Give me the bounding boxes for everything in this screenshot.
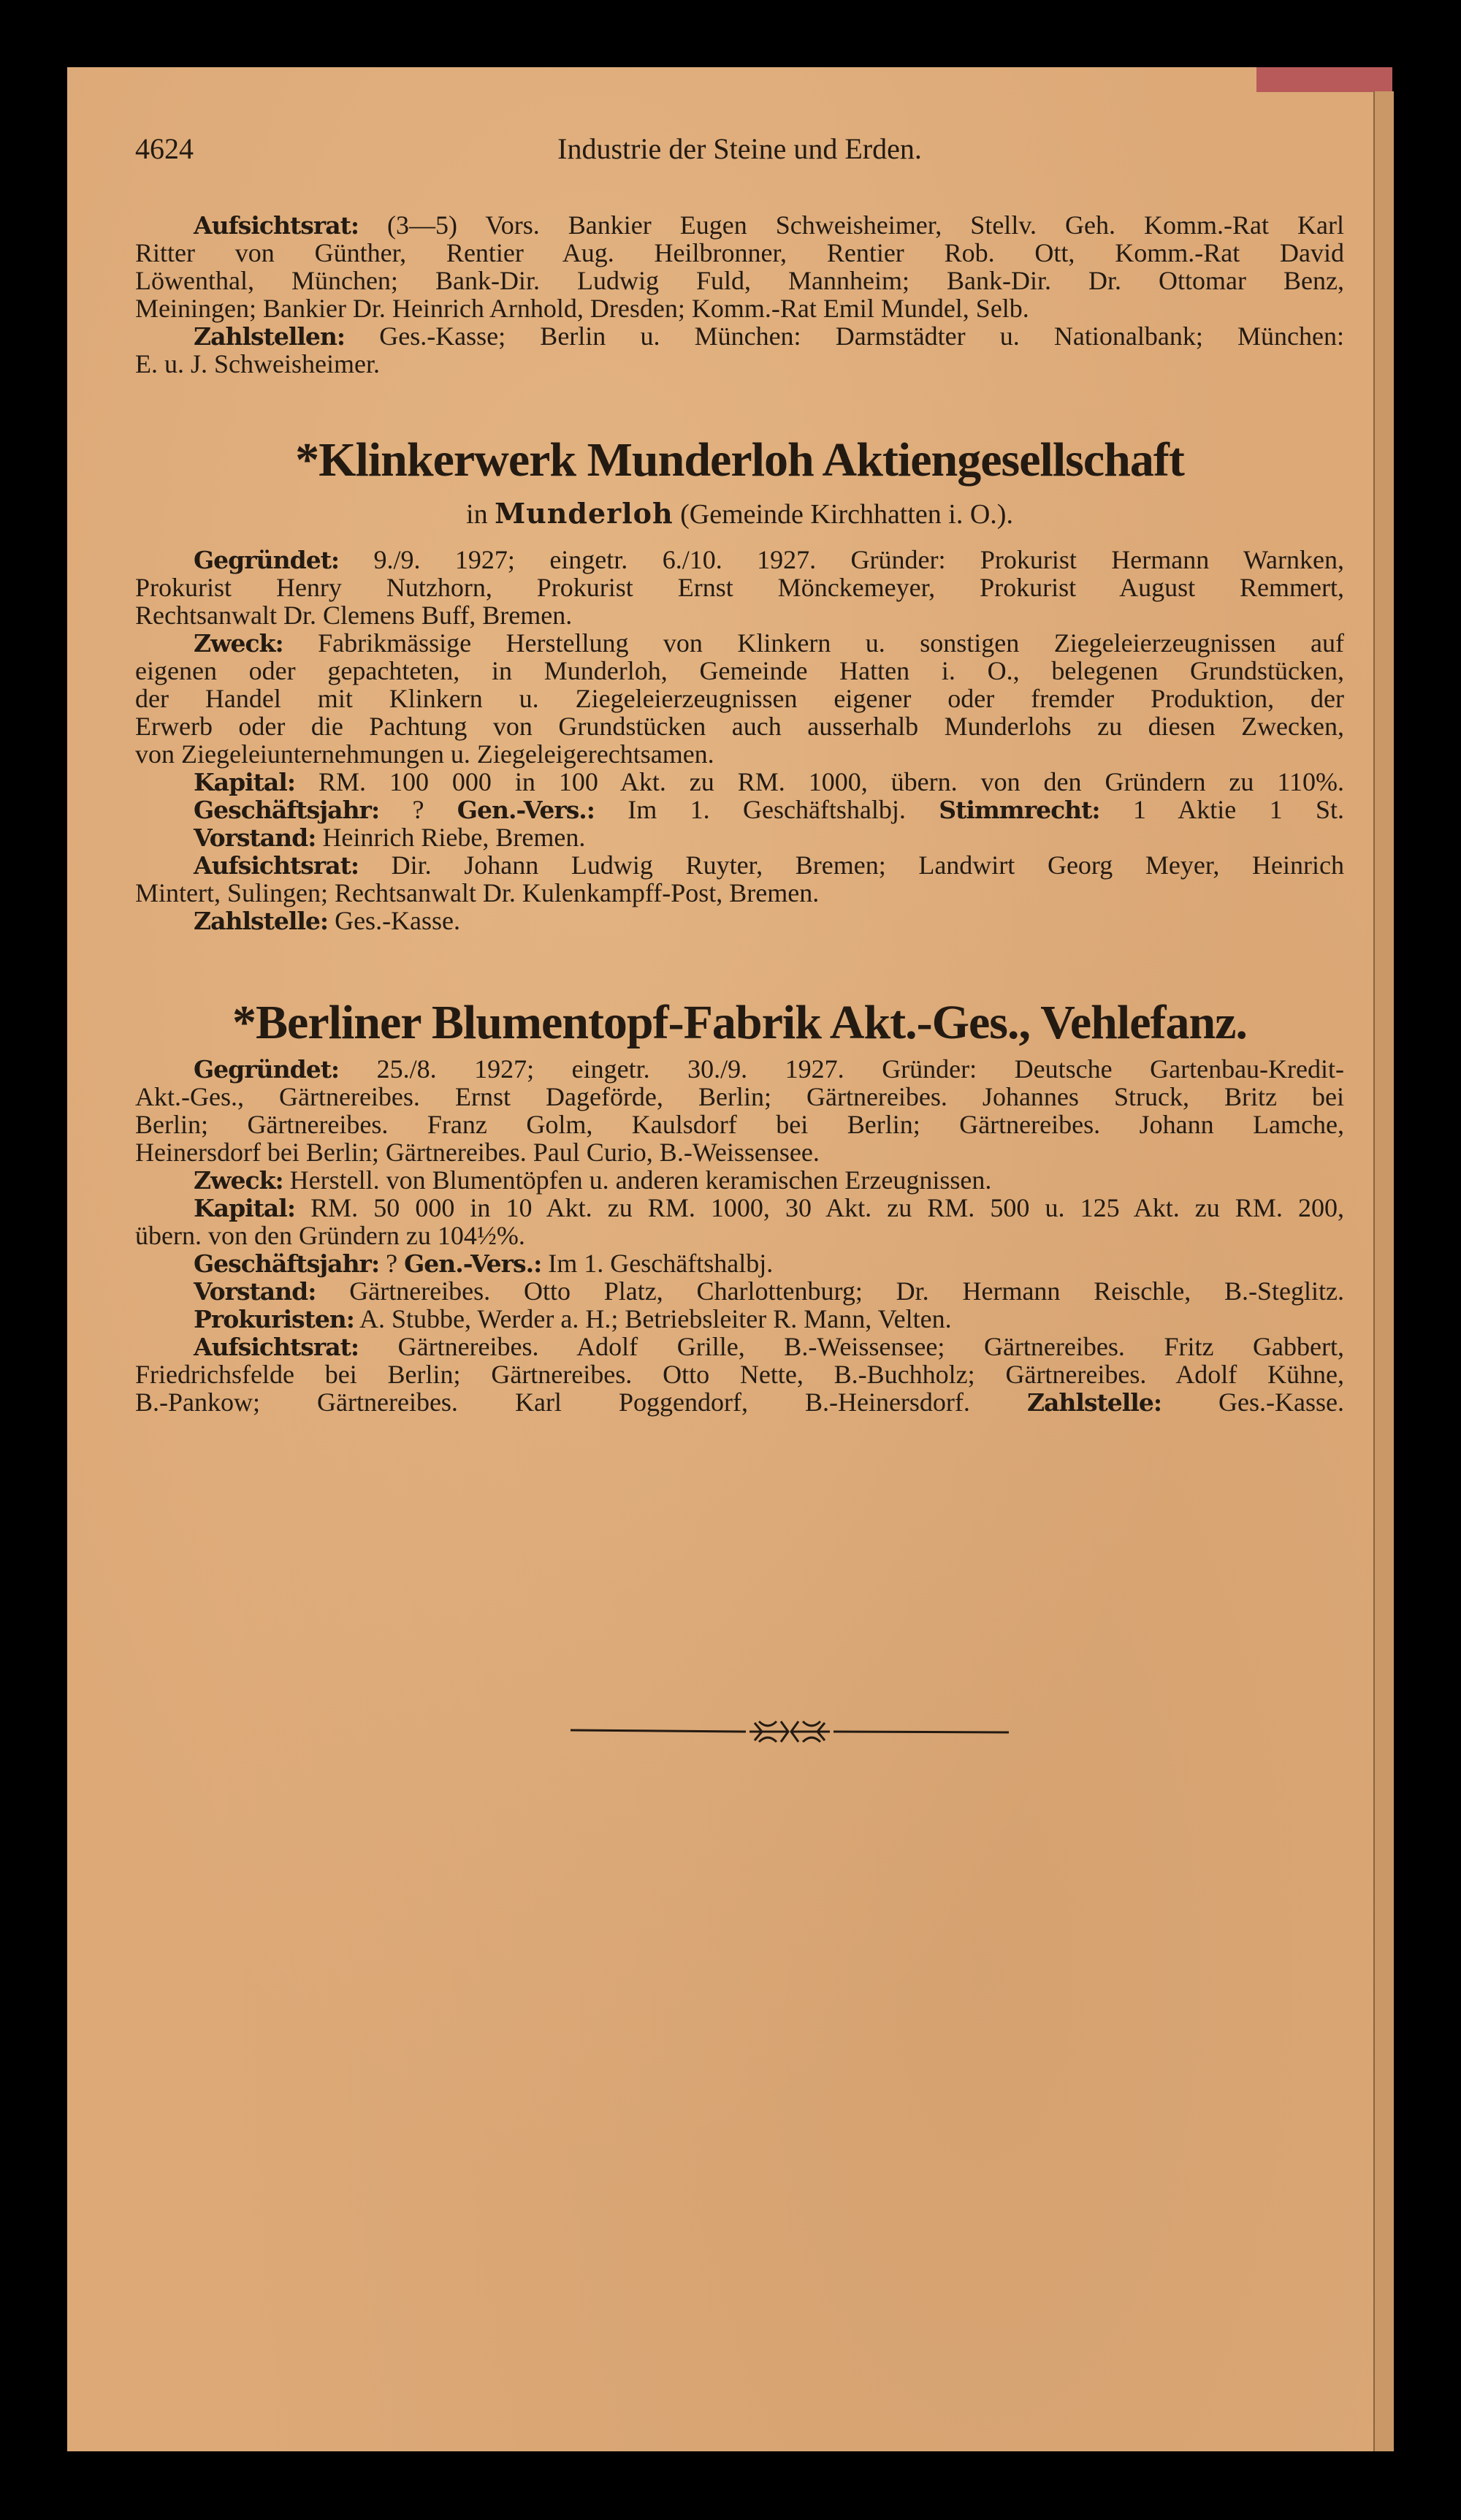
field-text: Gärtnereibes. Adolf Grille, B.-Weissensee; Gärtnereibes. Fritz Gabbert,: [359, 1332, 1344, 1361]
text-line: [135, 1166, 1344, 1194]
text-line: [135, 1333, 1344, 1360]
field-label: Zahlstelle:: [1026, 1388, 1162, 1417]
field-text: Im 1. Geschäftshalbj.: [541, 1249, 774, 1278]
text-line: [135, 574, 1344, 601]
field-text: Ges.-Kasse.: [328, 906, 461, 935]
text-line: [135, 294, 1344, 322]
field-text: Berlin; Gärtnereibes. Franz Golm, Kaulsdorf bei Berlin; Gärtnereibes. Johann Lamche,: [135, 1110, 1344, 1139]
field-text: Gärtnereibes. Otto Platz, Charlottenburg; Dr. Hermann Reischle, B.-Steglitz.: [316, 1276, 1344, 1306]
field-text: (3—5) Vors. Bankier Eugen Schweisheimer, Stellv. Geh. Komm.-Rat Karl: [359, 210, 1344, 240]
location-prefix: in: [466, 499, 495, 530]
field-label: Aufsichtsrat:: [194, 1333, 359, 1361]
text-line: [135, 879, 1344, 907]
location-place: Munderloh: [495, 497, 674, 530]
field-text: Dir. Johann Ludwig Ruyter, Bremen; Landwirt Georg Meyer, Heinrich: [359, 850, 1344, 880]
field-label: Geschäftsjahr:: [194, 796, 380, 824]
field-text: Fabrikmässige Herstellung von Klinkern u. sonstigen Ziegeleierzeugnissen auf: [283, 628, 1344, 658]
field-label: Kapital:: [194, 1194, 296, 1222]
text-line: [135, 907, 1344, 934]
text-line: [135, 1138, 1344, 1166]
field-text: Rechtsanwalt Dr. Clemens Buff, Bremen.: [135, 601, 573, 630]
field-text: Erwerb oder die Pachtung von Grundstücken auch ausserhalb Munderlohs zu diesen Zwecken,: [135, 712, 1344, 741]
text-line: [135, 1360, 1344, 1388]
field-label: Zweck:: [194, 629, 283, 658]
location-detail: (Gemeinde Kirchhatten i. O.).: [673, 499, 1013, 530]
field-label: Stimmrecht:: [939, 796, 1100, 824]
page-edge: [1373, 91, 1394, 2451]
text-line: [135, 350, 1344, 378]
field-text: E. u. J. Schweisheimer.: [135, 349, 380, 378]
field-text: Ges.-Kasse.: [1161, 1387, 1344, 1417]
field-text: Herstell. von Blumentöpfen u. anderen keramischen Erzeugnissen.: [283, 1165, 992, 1195]
field-text: der Handel mit Klinkern u. Ziegeleierzeugnissen eigener oder fremder Produktion, der: [135, 684, 1344, 713]
field-text: Friedrichsfelde bei Berlin; Gärtnereibes. Otto Nette, B.-Buchholz; Gärtnereibes. Adolf Kühne,: [135, 1360, 1344, 1389]
text-line: [135, 712, 1344, 740]
binding-cloth: [1256, 67, 1392, 92]
entry-continuation: [135, 211, 1344, 378]
field-text: übern. von den Gründern zu 104½%.: [135, 1221, 525, 1250]
field-text: Heinrich Riebe, Bremen.: [316, 823, 586, 852]
text-line: [135, 267, 1344, 294]
field-text: ?: [379, 795, 457, 824]
field-text: eigenen oder gepachteten, in Munderloh, Gemeinde Hatten i. O., belegenen Grundstücken,: [135, 656, 1344, 685]
field-label: Aufsichtsrat:: [194, 851, 359, 880]
text-line: [135, 1388, 1344, 1416]
field-label: Gegründet:: [194, 546, 340, 574]
text-line: [135, 1194, 1344, 1222]
field-label: Prokuristen:: [194, 1305, 354, 1333]
field-label: Geschäftsjahr:: [194, 1249, 380, 1278]
field-text: B.-Pankow; Gärtnereibes. Karl Poggendorf, B.-Heinersdorf.: [135, 1387, 1027, 1417]
text-line: [135, 211, 1344, 239]
field-label: Gen.-Vers.:: [457, 796, 595, 824]
field-text: RM. 100 000 in 100 Akt. zu RM. 1000, übern. von den Gründern zu 110%.: [295, 767, 1344, 796]
company-title: *Klinkerwerk Munderloh Aktiengesellschaft: [295, 433, 1184, 487]
text-line: [135, 1249, 1344, 1277]
field-text: Meiningen; Bankier Dr. Heinrich Arnhold, Dresden; Komm.-Rat Emil Mundel, Selb.: [135, 294, 1029, 323]
text-line: [135, 1277, 1344, 1305]
field-label: Vorstand:: [194, 823, 316, 852]
field-text: ?: [379, 1249, 405, 1278]
text-line: [135, 322, 1344, 350]
text-line: [135, 768, 1344, 796]
field-text: Ges.-Kasse; Berlin u. München: Darmstädter u. Nationalbank; München:: [345, 321, 1344, 351]
company-entry-blumentopf: [135, 1055, 1344, 1416]
text-line: [135, 796, 1344, 823]
text-line: [135, 601, 1344, 629]
text-line: [135, 740, 1344, 768]
field-label: Kapital:: [194, 768, 296, 796]
field-label: Zahlstelle:: [194, 907, 329, 935]
field-text: 25./8. 1927; eingetr. 30./9. 1927. Gründer: Deutsche Gartenbau-Kredit-: [339, 1054, 1344, 1084]
company-entry-klinkerwerk: [135, 546, 1344, 934]
field-text: Akt.-Ges., Gärtnereibes. Ernst Dageförde, Berlin; Gärtnereibes. Johannes Struck, Britz bei: [135, 1082, 1344, 1111]
text-line: [135, 239, 1344, 267]
field-label: Aufsichtsrat:: [194, 211, 359, 240]
text-line: [135, 546, 1344, 574]
field-text: Heinersdorf bei Berlin; Gärtnereibes. Paul Curio, B.-Weissensee.: [135, 1138, 820, 1167]
field-text: Löwenthal, München; Bank-Dir. Ludwig Fuld, Mannheim; Bank-Dir. Dr. Ottomar Benz,: [135, 266, 1344, 295]
text-line: [135, 851, 1344, 879]
text-line: [135, 657, 1344, 685]
text-line: [135, 1111, 1344, 1138]
field-label: Gen.-Vers.:: [404, 1249, 542, 1278]
text-line: [135, 1222, 1344, 1249]
text-line: [135, 1305, 1344, 1333]
field-label: Vorstand:: [194, 1277, 316, 1306]
field-label: Zahlstellen:: [194, 322, 346, 351]
text-line: [135, 685, 1344, 712]
field-text: A. Stubbe, Werder a. H.; Betriebsleiter R. Mann, Velten.: [354, 1304, 952, 1333]
field-text: Im 1. Geschäftshalbj.: [594, 795, 939, 824]
field-label: Zweck:: [194, 1166, 283, 1195]
field-text: RM. 50 000 in 10 Akt. zu RM. 1000, 30 Akt. zu RM. 500 u. 125 Akt. zu RM. 200,: [295, 1193, 1344, 1222]
text-line: [135, 823, 1344, 851]
field-text: 1 Aktie 1 St.: [1099, 795, 1344, 824]
text-line: [135, 1055, 1344, 1083]
running-header: [135, 132, 1344, 168]
text-line: [135, 1083, 1344, 1111]
field-text: Ritter von Günther, Rentier Aug. Heilbronner, Rentier Rob. Ott, Komm.-Rat David: [135, 238, 1344, 267]
running-title: Industrie der Steine und Erden.: [557, 132, 922, 165]
company-location: [135, 497, 1344, 530]
field-text: Mintert, Sulingen; Rechtsanwalt Dr. Kulenkampff-Post, Bremen.: [135, 878, 820, 907]
decorative-rule-ornament-icon: [571, 1718, 1009, 1743]
field-text: Prokurist Henry Nutzhorn, Prokurist Ernst Mönckemeyer, Prokurist August Remmert,: [135, 573, 1344, 602]
company-title: *Berliner Blumentopf-Fabrik Akt.-Ges., Vehlefanz.: [232, 996, 1247, 1049]
page-number: 4624: [135, 132, 194, 165]
field-text: von Ziegeleiunternehmungen u. Ziegeleigerechtsamen.: [135, 739, 714, 769]
field-label: Gegründet:: [194, 1055, 340, 1084]
text-line: [135, 629, 1344, 657]
field-text: 9./9. 1927; eingetr. 6./10. 1927. Gründer: Prokurist Hermann Warnken,: [339, 545, 1344, 574]
